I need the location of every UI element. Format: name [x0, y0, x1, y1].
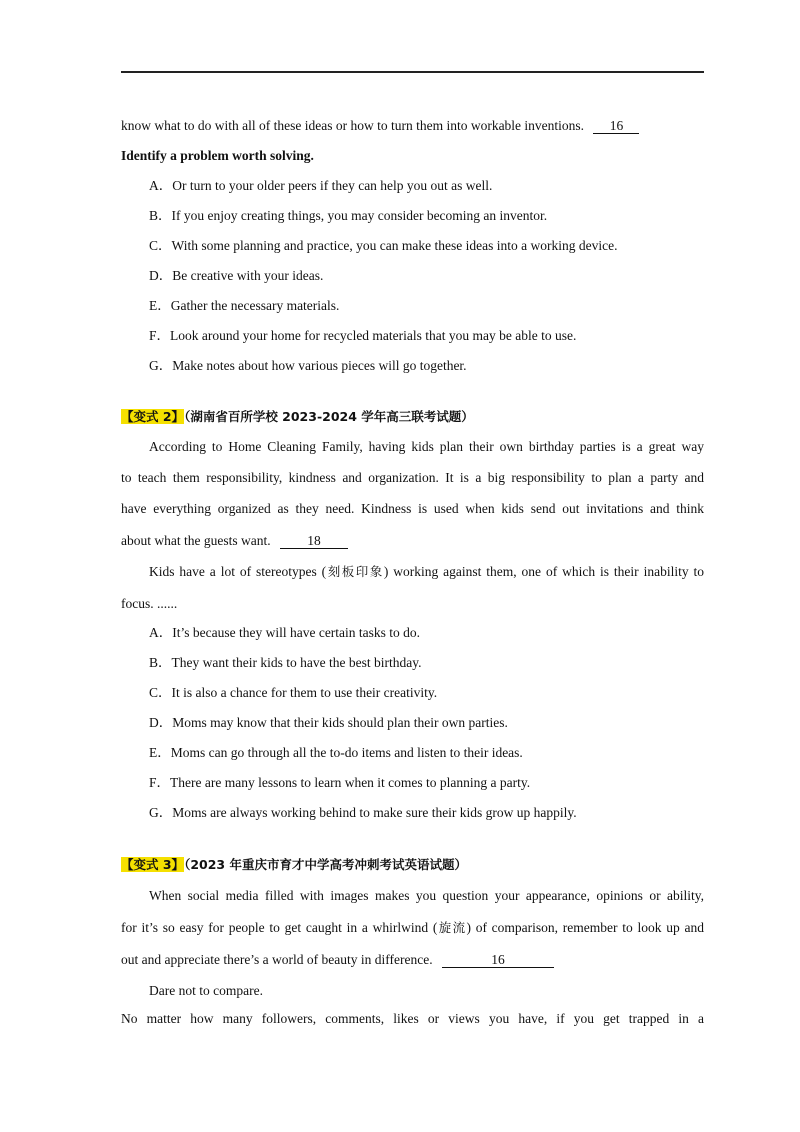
answer-blank-16[interactable]: 16 — [593, 118, 639, 134]
paragraph-text: ) of comparison, remember to look up and — [466, 920, 704, 935]
option-g: G．Make notes about how various pieces will go together. — [149, 358, 467, 373]
section3-header — [121, 856, 467, 874]
option-e: E．Moms can go through all the to-do items and listen to their ideas. — [149, 745, 523, 760]
option-b: B．If you enjoy creating things, you may consider becoming an inventor. — [149, 208, 548, 223]
question-source: （2023 年重庆市育才中学高考冲刺考试英语试题） — [184, 857, 467, 872]
chinese-gloss: 旋流 — [437, 920, 467, 935]
option-a: A．It’s because they will have certain tasks to do. — [149, 625, 421, 640]
paragraph-line: to teach them responsibility, kindness and organization. It is a big responsibility to plan a party and — [121, 470, 704, 485]
section2-header — [121, 408, 474, 426]
paragraph-text: ) working against them, one of which is their inability to — [383, 564, 704, 579]
paragraph-line — [121, 532, 348, 550]
answer-blank-16[interactable]: 16 — [442, 952, 554, 968]
section1-heading: Identify a problem worth solving. — [121, 148, 314, 163]
option-f: F．Look around your home for recycled materials that you may be able to use. — [149, 328, 577, 343]
section1-intro-line — [121, 117, 639, 135]
option-e: E．Gather the necessary materials. — [149, 298, 340, 313]
paragraph-line — [121, 951, 554, 969]
option-b: B．They want their kids to have the best birthday. — [149, 655, 422, 670]
header-rule — [121, 71, 704, 73]
answer-blank-18[interactable]: 18 — [280, 533, 348, 549]
chinese-gloss: 刻板印象 — [326, 564, 384, 579]
paragraph-text: Kids have a lot of stereotypes ( — [149, 564, 327, 579]
variant-tag: 【变式 3】 — [121, 857, 185, 872]
paragraph-line: When social media filled with images makes you question your appearance, opinions or ability, — [149, 888, 704, 903]
variant-tag: 【变式 2】 — [121, 409, 185, 424]
paragraph-text: about what the guests want. — [121, 533, 271, 548]
section1-intro-text: know what to do with all of these ideas or how to turn them into workable inventions. — [121, 118, 585, 133]
paragraph-line: focus. ...... — [121, 596, 178, 611]
option-f: F．There are many lessons to learn when it comes to planning a party. — [149, 775, 531, 790]
paragraph-line — [149, 563, 704, 581]
paragraph-line: According to Home Cleaning Family, having kids plan their own birthday parties is a great way — [149, 439, 704, 454]
option-g: G．Moms are always working behind to make sure their kids grow up happily. — [149, 805, 577, 820]
option-d: D．Be creative with your ideas. — [149, 268, 324, 283]
paragraph-text: out and appreciate there’s a world of beauty in difference. — [121, 952, 433, 967]
paragraph-line — [121, 919, 704, 937]
question-source: （湖南省百所学校 2023-2024 学年高三联考试题） — [184, 409, 474, 424]
option-c: C．It is also a chance for them to use their creativity. — [149, 685, 438, 700]
option-d: D．Moms may know that their kids should plan their own parties. — [149, 715, 508, 730]
paragraph-line: No matter how many followers, comments, likes or views you have, if you get trapped in a — [121, 1011, 704, 1026]
paragraph-line: Dare not to compare. — [149, 983, 263, 998]
option-c: C．With some planning and practice, you can make these ideas into a working device. — [149, 238, 618, 253]
paragraph-text: for it’s so easy for people to get caught in a whirlwind ( — [121, 920, 438, 935]
paragraph-line: have everything organized as they need. Kindness is used when kids send out invitations and think — [121, 501, 704, 516]
option-a: A．Or turn to your older peers if they can help you out as well. — [149, 178, 493, 193]
